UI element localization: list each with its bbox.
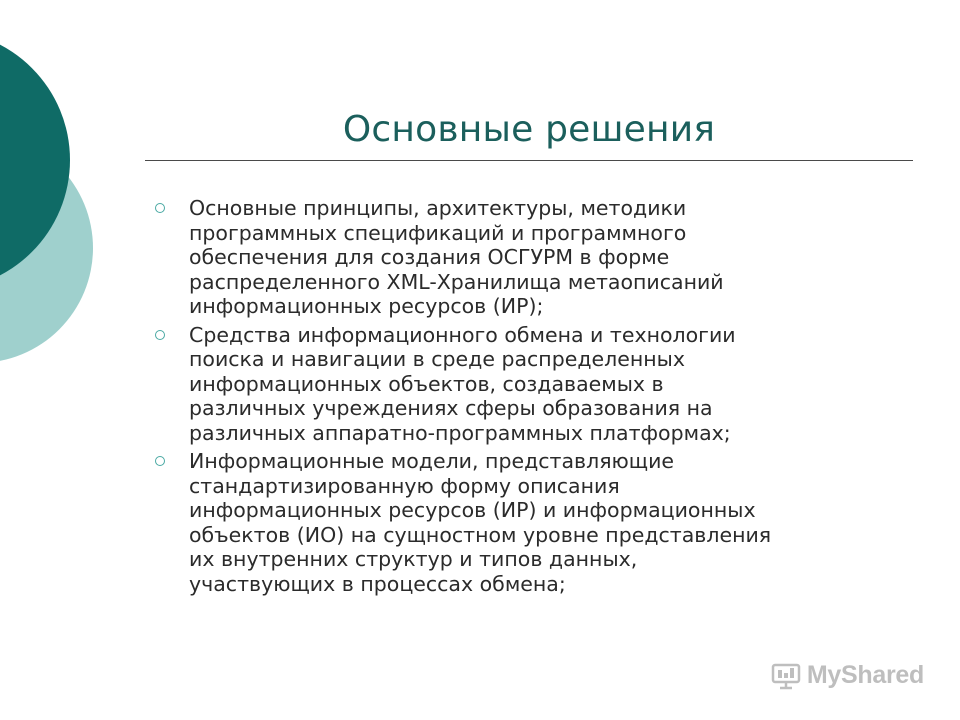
decorative-circles (0, 0, 140, 420)
bullet-text: Информационные модели, представляющие стандартизированную форму описания информационных ресурсов (ИР) и информационных объектов (ИО) на сущностном уровне представления их внутренних структур и типов данных, участвующих в процессах обмена; (189, 449, 772, 596)
presentation-board-icon (771, 662, 801, 690)
myshared-watermark (771, 661, 924, 690)
bullet-text: Средства информационного обмена и технологии поиска и навигации в среде распределенных информационных объектов, создаваемых в различных учреждениях сферы образования на различных аппаратно-программных платформах; (189, 322, 736, 445)
bullet-item (155, 323, 915, 446)
bullet-item (155, 196, 915, 319)
ring-bullet-icon (155, 456, 165, 466)
bullet-item (155, 449, 915, 596)
ring-bullet-icon (155, 203, 165, 213)
watermark-text: MyShared (806, 661, 924, 689)
title-divider (145, 160, 913, 161)
ring-bullet-icon (155, 330, 165, 340)
bullet-text: Основные принципы, архитектуры, методики программных спецификаций и программного обеспечения для создания ОСГУРМ в форме распределенного XML-Хранилища метаописаний информационных ресурсов (ИР); (189, 196, 724, 318)
slide-title: Основные решения (342, 109, 716, 150)
bullet-list (155, 196, 915, 600)
